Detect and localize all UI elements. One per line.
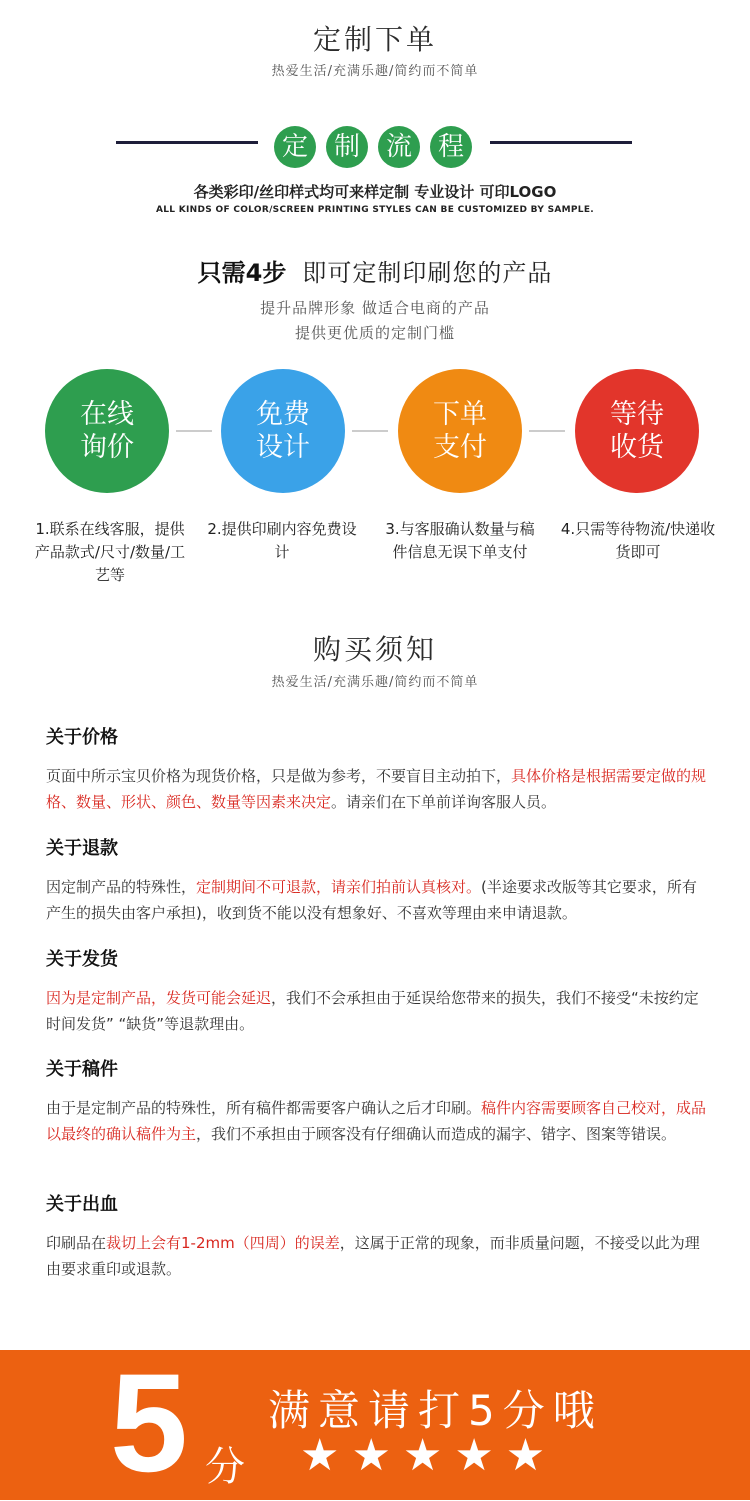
- steps-subline-2: 提供更优质的定制门槛: [294, 324, 455, 342]
- bleed-text-1: 印刷品在: [46, 1234, 107, 1252]
- notice-heading-bleed: 关于出血: [46, 1194, 118, 1215]
- notice-heading-price: 关于价格: [46, 727, 118, 748]
- price-text-2: 。请亲们在下单前详询客服人员。: [331, 793, 557, 811]
- notice-body-bleed: [46, 1230, 708, 1282]
- notice-heading-shipping: 关于发货: [46, 949, 118, 970]
- flow-char-3: 流: [378, 126, 420, 168]
- step-4-line1: 等待: [610, 399, 664, 430]
- refund-text-2: (半途要求改版等其它要求，所有产生的损失由客户承担)，收到货不能以没有想象好、不喜欢等理由来申请退款。: [46, 878, 697, 922]
- price-text-highlight: 具体价格是根据需要定做的规格、数量、形状、颜色、数量等因素来决定: [46, 767, 707, 811]
- notice-body-price: [46, 763, 708, 815]
- step-connector: [529, 430, 565, 432]
- divider-right: [490, 141, 632, 144]
- step-2-desc: 2.提供印刷内容免费设计: [207, 520, 357, 561]
- step-2-line2: 设计: [256, 432, 310, 463]
- page-subtitle: 热爱生活/充满乐趣/简约而不简单: [271, 64, 479, 79]
- step-circle-design: [221, 369, 345, 493]
- refund-text-1: 因定制产品的特殊性，: [46, 878, 197, 896]
- step-4-line2: 收货: [610, 432, 664, 463]
- notice-body-proof: [46, 1095, 708, 1147]
- step-circle-payment: [398, 369, 522, 493]
- proof-text-2: ，我们不承担由于顾客没有仔细确认而造成的漏字、错字、图案等错误。: [196, 1125, 677, 1143]
- step-3-line2: 支付: [433, 432, 487, 463]
- step-3-line1: 下单: [433, 399, 487, 430]
- notice-body-refund: [46, 874, 708, 926]
- notice-heading-proof: 关于稿件: [46, 1059, 118, 1080]
- step-1-line2: 询价: [80, 432, 134, 463]
- step-connector: [352, 430, 388, 432]
- step-circle-delivery: [575, 369, 699, 493]
- step-2-line1: 免费: [256, 399, 310, 430]
- notice-subtitle: 热爱生活/充满乐趣/简约而不简单: [271, 675, 479, 690]
- proof-text-highlight: 稿件内容需要顾客自己校对，成品以最终的确认稿件为主: [46, 1099, 707, 1143]
- steps-headline-bold: 只需4步: [197, 259, 287, 287]
- shipping-text-highlight: 因为是定制产品，发货可能会延迟: [46, 989, 272, 1007]
- bleed-text-2: ，这属于正常的现象，而非质量问题，不接受以此为理由要求重印或退款。: [46, 1234, 700, 1278]
- notice-title: 购买须知: [312, 633, 437, 666]
- refund-text-highlight: 定制期间不可退款，请亲们拍前认真核对。: [196, 878, 482, 896]
- steps-headline: [0, 253, 750, 288]
- notice-body-shipping: [46, 985, 708, 1037]
- bleed-text-highlight: 裁切上会有1-2mm（四周）的误差: [106, 1234, 340, 1252]
- flow-char-2: 制: [326, 126, 368, 168]
- steps-headline-rest: 即可定制印刷您的产品: [302, 259, 553, 287]
- rating-unit: 分: [205, 1444, 245, 1490]
- divider-left: [116, 141, 258, 144]
- flow-caption-cn: 各类彩印/丝印样式均可来样定制 专业设计 可印LOGO: [193, 183, 557, 201]
- step-3-desc: 3.与客服确认数量与稿件信息无误下单支付: [385, 520, 535, 561]
- flow-char-4: 程: [430, 126, 472, 168]
- page-title: 定制下单: [312, 23, 437, 56]
- steps-subline-1: 提升品牌形象 做适合电商的产品: [260, 299, 490, 317]
- star-rating-icons: ★★★★★: [300, 1430, 558, 1481]
- step-circle-inquiry: [45, 369, 169, 493]
- proof-text-1: 由于是定制产品的特殊性，所有稿件都需要客户确认之后才印刷。: [46, 1099, 482, 1117]
- price-text-1: 页面中所示宝贝价格为现货价格，只是做为参考，不要盲目主动拍下，: [46, 767, 512, 785]
- step-1-line1: 在线: [80, 399, 134, 430]
- rating-big-number: 5: [110, 1344, 188, 1501]
- flow-char-1: 定: [274, 126, 316, 168]
- step-4-desc: 4.只需等待物流/快递收货即可: [560, 520, 716, 561]
- rating-request-text: 满意请打5分哦: [268, 1386, 603, 1435]
- step-1-desc: 1.联系在线客服，提供产品款式/尺寸/数量/工艺等: [34, 520, 186, 584]
- notice-heading-refund: 关于退款: [46, 838, 118, 859]
- step-connector: [176, 430, 212, 432]
- shipping-text-2: ，我们不会承担由于延误给您带来的损失，我们不接受“未按约定时间发货” “缺货”等退款理由。: [46, 989, 699, 1033]
- flow-caption-en: ALL KINDS OF COLOR/SCREEN PRINTING STYLES CAN BE CUSTOMIZED BY SAMPLE.: [155, 205, 594, 215]
